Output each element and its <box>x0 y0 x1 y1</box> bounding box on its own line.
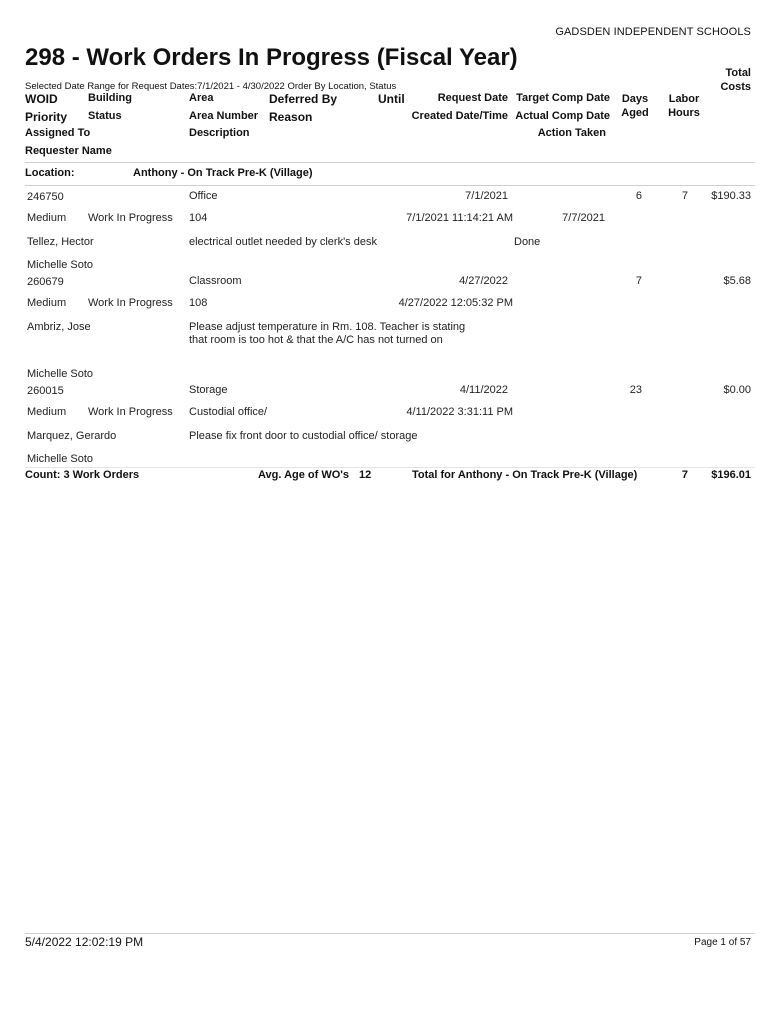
requester-name: Michelle Soto <box>27 453 94 465</box>
area: Classroom <box>189 275 242 287</box>
page-number: Page 1 of 57 <box>694 937 751 948</box>
col-header-actual-comp-date: Actual Comp Date <box>515 110 610 122</box>
printed-timestamp: 5/4/2022 12:02:19 PM <box>25 935 144 949</box>
created-datetime: 7/1/2021 11:14:21 AM <box>406 212 513 224</box>
actual-comp-date: 7/7/2021 <box>562 212 605 224</box>
status: Work In Progress <box>88 297 173 309</box>
requester-name: Michelle Soto <box>27 368 94 380</box>
total-costs: $0.00 <box>723 384 751 396</box>
total-costs-sum: $196.01 <box>711 469 751 481</box>
area: Storage <box>189 384 228 396</box>
assigned-to: Ambriz, Jose <box>27 321 91 333</box>
avg-age-value: 12 <box>359 469 372 481</box>
assigned-to: Marquez, Gerardo <box>27 430 117 442</box>
header-divider <box>25 162 755 163</box>
total-costs: $190.33 <box>711 190 751 202</box>
woid: 260679 <box>27 276 64 288</box>
col-header-until: Until <box>378 92 405 106</box>
requester-name: Michelle Soto <box>27 259 94 271</box>
col-header-area: Area <box>189 92 214 104</box>
col-header-action-taken: Action Taken <box>537 127 606 139</box>
description: electrical outlet needed by clerk's desk <box>189 236 377 248</box>
labor-hours: 7 <box>681 190 688 202</box>
area-number: Custodial office/ <box>189 406 268 418</box>
report-subtitle: Selected Date Range for Request Dates:7/1/2021 - 4/30/2022 Order By Location, Status <box>25 81 397 92</box>
col-header-total-costs: Total Costs <box>720 67 751 93</box>
priority: Medium <box>27 297 67 309</box>
location-total-label: Total for Anthony - On Track Pre-K (Village) <box>412 469 638 481</box>
area: Office <box>189 190 218 202</box>
created-datetime: 4/11/2022 3:31:11 PM <box>406 406 513 418</box>
col-header-area-number: Area Number <box>189 110 259 122</box>
col-header-priority: Priority <box>25 110 68 124</box>
col-header-description: Description <box>189 127 250 139</box>
col-header-target-comp-date: Target Comp Date <box>516 92 610 104</box>
total-labor-hours: 7 <box>681 469 688 481</box>
col-header-building: Building <box>88 92 132 104</box>
woid: 260015 <box>27 385 64 397</box>
area-number: 108 <box>189 297 208 309</box>
location-label: Location: <box>25 167 75 179</box>
col-header-days-aged: Days Aged <box>621 93 649 119</box>
col-header-labor-hours: Labor Hours <box>668 93 700 119</box>
priority: Medium <box>27 212 67 224</box>
col-header-reason: Reason <box>269 110 313 124</box>
status: Work In Progress <box>88 212 173 224</box>
area-number: 104 <box>189 212 208 224</box>
avg-age-label: Avg. Age of WO's <box>258 469 350 481</box>
priority: Medium <box>27 406 67 418</box>
count-work-orders: Count: 3 Work Orders <box>25 469 140 481</box>
footer-divider <box>25 933 755 934</box>
col-header-request-date: Request Date <box>437 92 508 104</box>
description: Please adjust temperature in Rm. 108. Teacher is stating that room is too hot & that the A/C has not turned on <box>189 321 466 346</box>
col-header-woid: WOID <box>25 92 58 106</box>
report-title: 298 - Work Orders In Progress (Fiscal Year) <box>25 44 518 71</box>
col-header-created-datetime: Created Date/Time <box>411 110 508 122</box>
request-date: 4/27/2022 <box>459 275 508 287</box>
created-datetime: 4/27/2022 12:05:32 PM <box>398 297 513 309</box>
col-header-deferred-by: Deferred By <box>269 92 338 106</box>
org-name: GADSDEN INDEPENDENT SCHOOLS <box>555 26 751 38</box>
location-name: Anthony - On Track Pre-K (Village) <box>133 167 313 179</box>
status: Work In Progress <box>88 406 173 418</box>
days-aged: 23 <box>629 384 642 396</box>
col-header-status: Status <box>88 110 122 122</box>
days-aged: 7 <box>635 275 642 287</box>
request-date: 7/1/2021 <box>465 190 508 202</box>
woid: 246750 <box>27 191 64 203</box>
col-header-requester-name: Requester Name <box>25 145 112 157</box>
total-costs: $5.68 <box>723 275 751 287</box>
summary-divider <box>25 467 755 468</box>
action-taken: Done <box>514 236 541 248</box>
days-aged: 6 <box>635 190 642 202</box>
location-divider <box>25 185 755 186</box>
col-header-assigned-to: Assigned To <box>25 127 91 139</box>
request-date: 4/11/2022 <box>459 384 508 396</box>
description: Please fix front door to custodial office/ storage <box>189 430 418 442</box>
assigned-to: Tellez, Hector <box>27 236 94 248</box>
